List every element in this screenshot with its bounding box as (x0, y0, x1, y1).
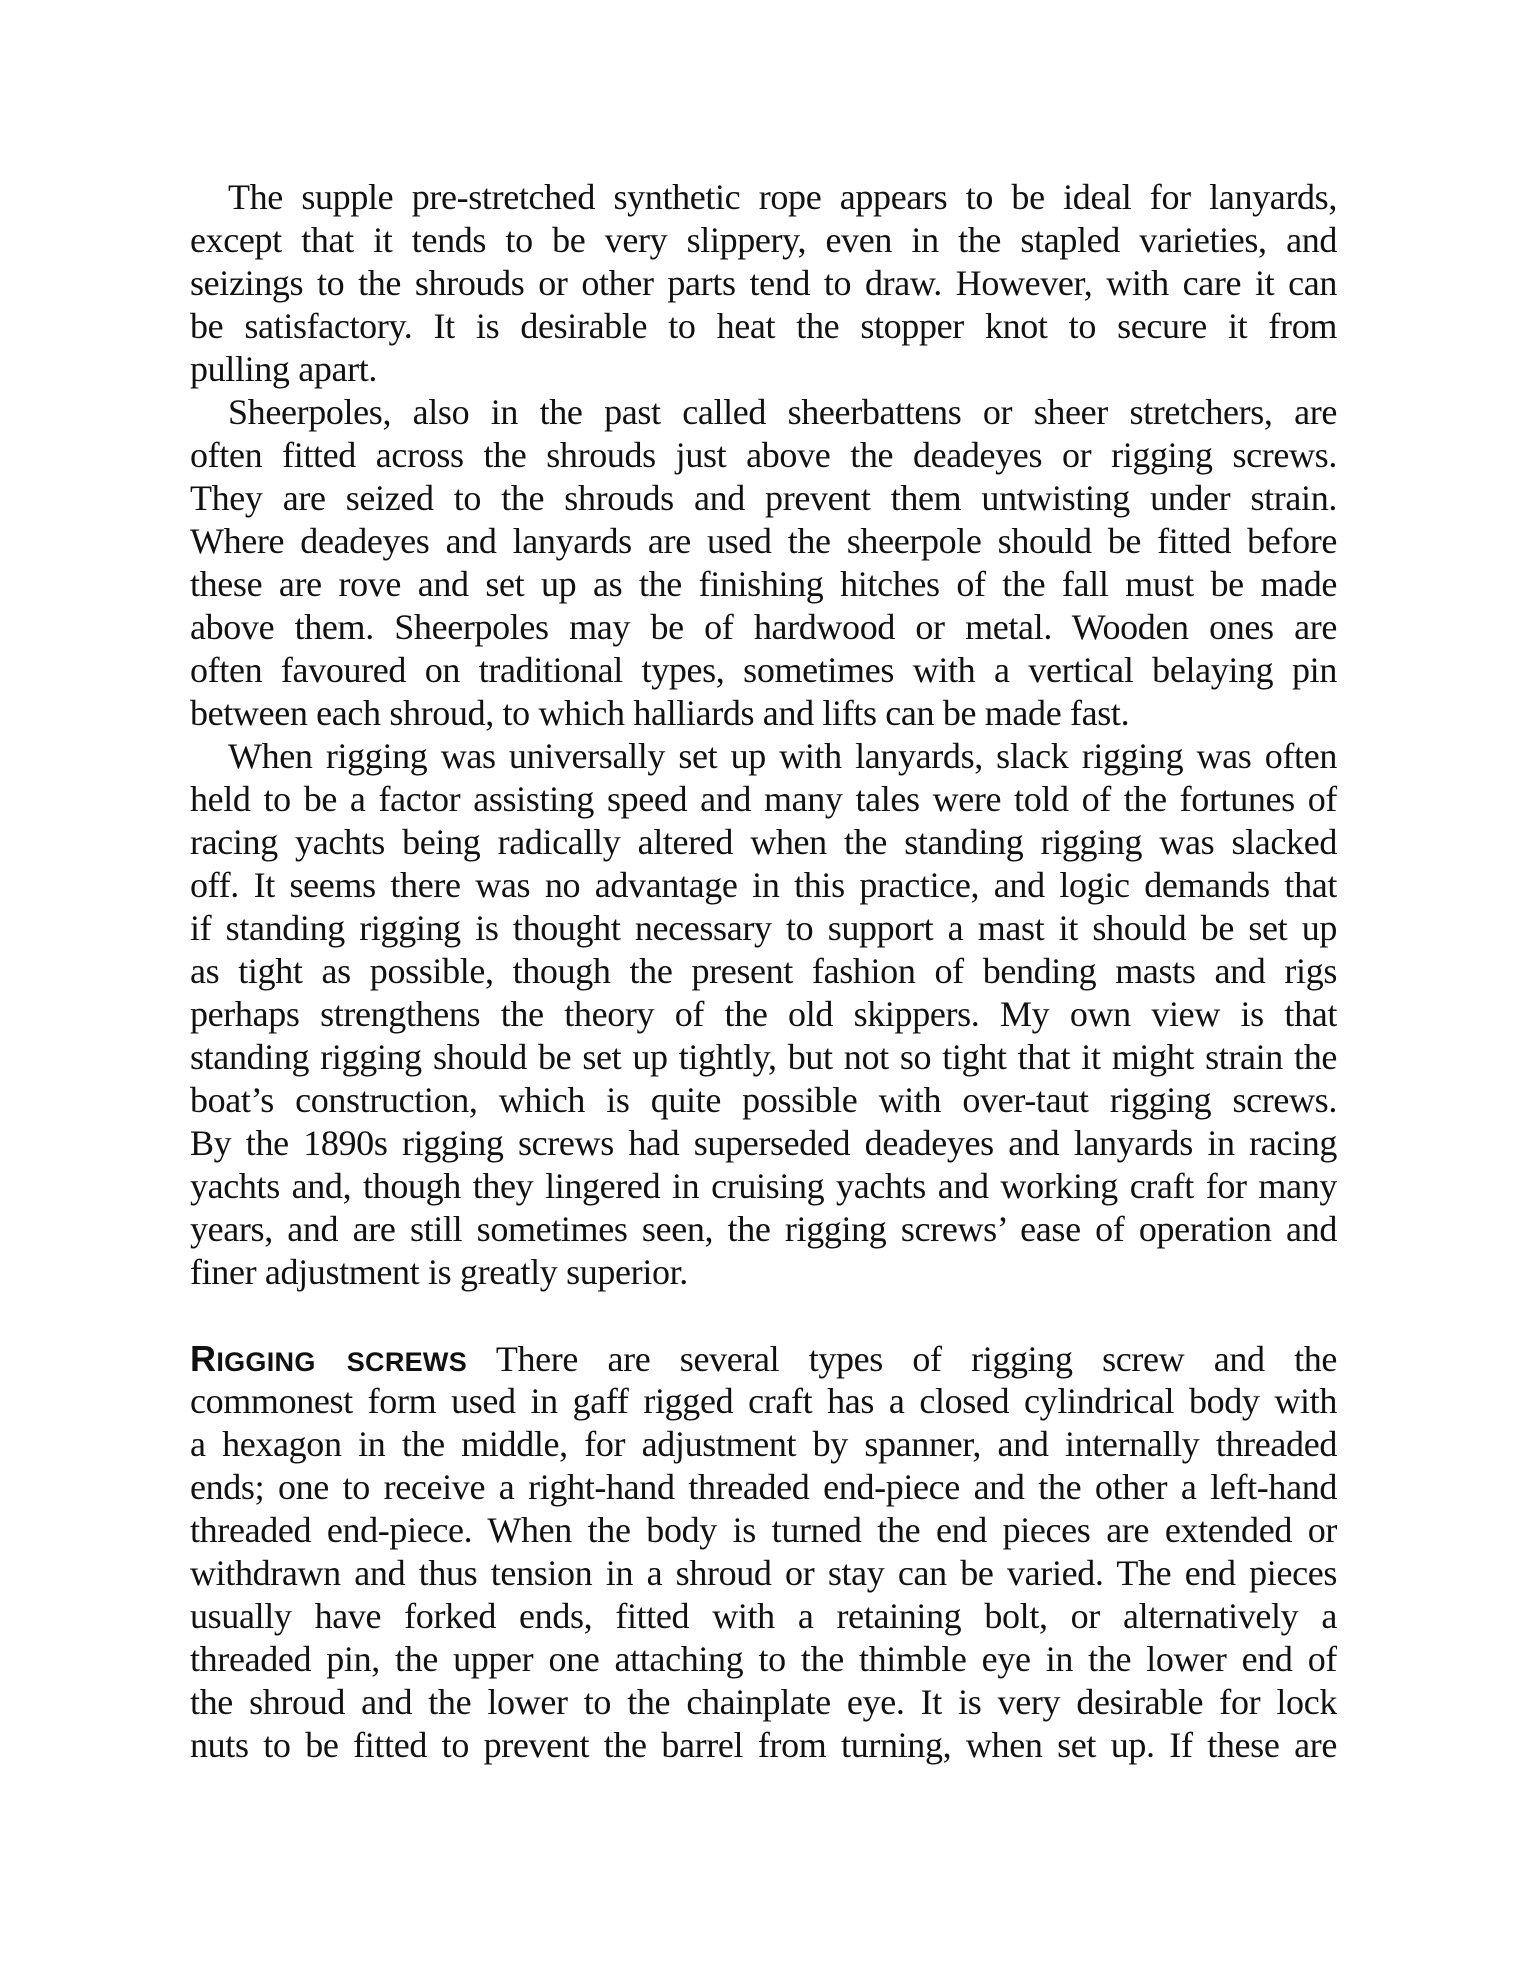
text-line: off. It seems there was no advantage in this practice, and logic demands that (190, 865, 1337, 905)
text-line: seizings to the shrouds or other parts tend to draw. However, with care it can (190, 263, 1337, 303)
section-first-line (190, 1337, 1337, 1380)
text-line: finer adjustment is greatly superior. (190, 1252, 688, 1292)
text-line: They are seized to the shrouds and prevent them untwisting under strain. (190, 478, 1337, 518)
text-line: threaded end-piece. When the body is turned the end pieces are extended or (190, 1510, 1337, 1550)
text-line: threaded pin, the upper one attaching to the thimble eye in the lower end of (190, 1639, 1337, 1679)
heading-initial: R (190, 1338, 217, 1379)
text-line: except that it tends to be very slippery, even in the stapled varieties, and (190, 220, 1337, 260)
text-line: yachts and, though they lingered in cruising yachts and working craft for many (190, 1166, 1337, 1206)
text-line: The supple pre-stretched synthetic rope appears to be ideal for lanyards, (228, 177, 1337, 217)
text-line: if standing rigging is thought necessary to support a mast it should be set up (190, 908, 1337, 948)
text-line: between each shroud, to which halliards and lifts can be made fast. (190, 693, 1130, 733)
text-line: racing yachts being radically altered when the standing rigging was slacked (190, 822, 1337, 862)
text-line: boat’s construction, which is quite possible with over-taut rigging screws. (190, 1080, 1337, 1120)
text-line: commonest form used in gaff rigged craft has a closed cylindrical body with (190, 1381, 1337, 1421)
text-line: a hexagon in the middle, for adjustment by spanner, and internally threaded (190, 1424, 1337, 1464)
section-rigging-screws (190, 1337, 1337, 1767)
text-line: standing rigging should be set up tightly, but not so tight that it might strain the (190, 1037, 1337, 1077)
text-line: above them. Sheerpoles may be of hardwood or metal. Wooden ones are (190, 607, 1337, 647)
document-page (190, 176, 1337, 1767)
section-lead-text: There are several types of rigging screw and the (495, 1339, 1337, 1379)
text-line: Where deadeyes and lanyards are used the sheerpole should be fitted before (190, 521, 1337, 561)
text-line: pulling apart. (190, 349, 378, 389)
text-line: ends; one to receive a right-hand threaded end-piece and the other a left-hand (190, 1467, 1337, 1507)
paragraph-spacer (190, 1294, 1337, 1337)
paragraph-synthetic-rope (190, 176, 1337, 391)
text-line: Sheerpoles, also in the past called sheerbattens or sheer stretchers, are (228, 392, 1337, 432)
heading-rest: IGGING (216, 1347, 316, 1377)
text-line: perhaps strengthens the theory of the old skippers. My own view is that (190, 994, 1337, 1034)
text-line: nuts to be fitted to prevent the barrel from turning, when set up. If these are (190, 1725, 1337, 1765)
text-line: often favoured on traditional types, sometimes with a vertical belaying pin (190, 650, 1337, 690)
text-line: often fitted across the shrouds just above the deadeyes or rigging screws. (190, 435, 1337, 475)
text-line: be satisfactory. It is desirable to heat the stopper knot to secure it from (190, 306, 1337, 346)
text-line: withdrawn and thus tension in a shroud or stay can be varied. The end pieces (190, 1553, 1337, 1593)
section-heading (190, 1338, 467, 1379)
text-line: held to be a factor assisting speed and many tales were told of the fortunes of (190, 779, 1337, 819)
text-line: When rigging was universally set up with lanyards, slack rigging was often (228, 736, 1337, 776)
text-line: as tight as possible, though the present fashion of bending masts and rigs (190, 951, 1337, 991)
heading-word-2: SCREWS (346, 1347, 468, 1377)
text-line: the shroud and the lower to the chainplate eye. It is very desirable for lock (190, 1682, 1337, 1722)
text-line: these are rove and set up as the finishing hitches of the fall must be made (190, 564, 1337, 604)
text-line: By the 1890s rigging screws had superseded deadeyes and lanyards in racing (190, 1123, 1337, 1163)
text-line: years, and are still sometimes seen, the rigging screws’ ease of operation and (190, 1209, 1337, 1249)
paragraph-slack-rigging (190, 735, 1337, 1294)
paragraph-sheerpoles (190, 391, 1337, 735)
text-line: usually have forked ends, fitted with a retaining bolt, or alternatively a (190, 1596, 1337, 1636)
